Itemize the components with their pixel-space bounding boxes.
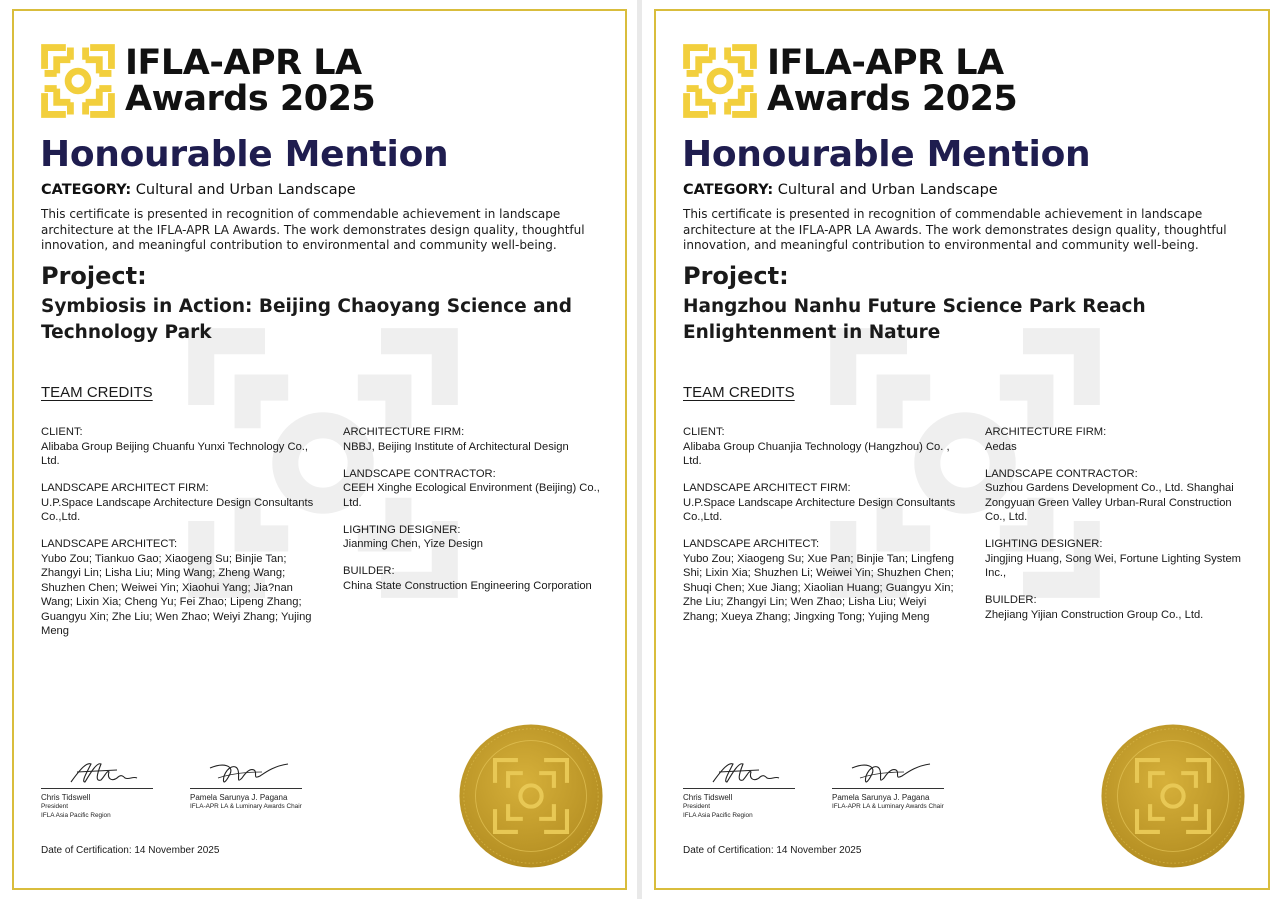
signer-role: IFLA-APR LA & Luminary Awards Chair <box>190 803 302 810</box>
signer-role: IFLA-APR LA & Luminary Awards Chair <box>832 803 944 810</box>
credit-label: BUILDER: <box>343 565 395 577</box>
project-label: Project: <box>683 262 789 290</box>
wordmark-line-1: IFLA-APR LA <box>767 43 1004 83</box>
credits-column-2 <box>985 425 1253 635</box>
credit-value: Zhejiang Yijian Construction Group Co., Ltd. <box>985 608 1204 621</box>
gold-seal-icon <box>458 723 604 869</box>
signature-scribble-icon <box>41 758 153 788</box>
gold-seal-icon <box>1100 723 1246 869</box>
credit-label: LANDSCAPE CONTRACTOR: <box>985 467 1138 480</box>
award-title: Honourable Mention <box>40 134 449 175</box>
signature-scribble-icon <box>683 758 795 788</box>
credit-landscape-firm <box>41 481 316 525</box>
award-logo <box>40 43 375 119</box>
credit-landscape-architect <box>683 537 958 624</box>
credit-value: Alibaba Group Chuanjia Technology (Hangzhou) Co. , Ltd. <box>683 440 950 467</box>
project-name: Hangzhou Nanhu Future Science Park Reach Enlightenment in Nature <box>683 296 1146 343</box>
credit-architecture-firm <box>985 425 1253 454</box>
credit-lighting-designer <box>985 537 1253 581</box>
signature-line <box>683 788 795 789</box>
credits-column-1 <box>41 425 316 651</box>
project-name: Symbiosis in Action: Beijing Chaoyang Science and Technology Park <box>41 296 572 343</box>
intro-text: This certificate is presented in recognition of commendable achievement in landscape architecture at the IFLA-APR LA Awards. The work demonstrates design quality, thoughtful innovation, and meaningful contribution to environmental and community well-being. <box>41 207 585 252</box>
credit-label: LANDSCAPE ARCHITECT: <box>683 538 820 550</box>
credit-value: Aedas <box>985 440 1017 453</box>
signature-line <box>832 788 944 789</box>
credit-value: China State Construction Engineering Corporation <box>343 579 592 592</box>
credit-builder <box>985 593 1253 622</box>
credit-landscape-architect <box>41 537 316 639</box>
signature-line <box>190 788 302 789</box>
certification-date: Date of Certification: 14 November 2025 <box>683 845 862 856</box>
credit-client <box>41 425 316 469</box>
credit-value: Suzhou Gardens Development Co., Ltd. Shanghai Zongyuan Green Valley Urban-Rural Construction Co., Ltd. <box>985 482 1234 523</box>
signer-region: IFLA Asia Pacific Region <box>683 812 753 819</box>
award-title: Honourable Mention <box>682 134 1091 175</box>
signature-block-chair <box>190 758 302 811</box>
category-value: Cultural and Urban Landscape <box>135 182 356 198</box>
credit-label: LIGHTING DESIGNER: <box>985 538 1103 550</box>
credit-value: U.P.Space Landscape Architecture Design Consultants Co.,Ltd. <box>41 496 314 523</box>
credit-label: CLIENT: <box>41 426 83 438</box>
credit-value: Yubo Zou; Xiaogeng Su; Xue Pan; Binjie Tan; Lingfeng Shi; Lixin Xia; Shuzhen Li; Weiwei Yin; Shuzhen Chen; Shuqi Chen; Xue Jiang; Xiaolian Huang; Guangyu Xin; Zhe Liu; Zhangyi Lin; Wen Zhao; Lisha Liu; Weiyi Zhang; Xueya Zhang; Jingxing Tong; Yujing Meng <box>683 552 954 623</box>
credit-value: Yubo Zou; Tiankuo Gao; Xiaogeng Su; Binjie Tan; Zhangyi Lin; Lisha Liu; Ming Wang; Zheng Wang; Shuzhen Chen; Weiwei Yin; Xiaohui Yang; Jia?nan Wang; Lixin Xia; Cheng Yu; Fei Zhao; Lipeng Zhang; Guangyu Xin; Zhe Liu; Wen Zhao; Weiyi Zhang; Yujing Meng <box>41 552 312 637</box>
team-credits-title: TEAM CREDITS <box>683 384 795 401</box>
intro-text: This certificate is presented in recognition of commendable achievement in landscape architecture at the IFLA-APR LA Awards. The work demonstrates design quality, thoughtful innovation, and meaningful contribution to environmental and community well-being. <box>683 207 1227 252</box>
credit-value: Alibaba Group Beijing Chuanfu Yunxi Technology Co., Ltd. <box>41 440 309 467</box>
credit-client <box>683 425 958 469</box>
credit-label: LANDSCAPE CONTRACTOR: <box>343 467 496 480</box>
signer-name: Pamela Sarunya J. Pagana <box>832 793 930 802</box>
credit-label: ARCHITECTURE FIRM: <box>985 426 1107 438</box>
credit-lighting-designer <box>343 523 611 552</box>
award-wordmark <box>767 45 1017 117</box>
award-wordmark <box>125 45 375 117</box>
signer-name: Chris Tidswell <box>683 793 733 802</box>
category-label: CATEGORY: <box>683 182 774 198</box>
credit-landscape-firm <box>683 481 958 525</box>
credit-landscape-contractor <box>343 467 611 511</box>
certification-date: Date of Certification: 14 November 2025 <box>41 845 220 856</box>
credit-label: CLIENT: <box>683 426 725 438</box>
category-label: CATEGORY: <box>41 182 132 198</box>
credit-value: NBBJ, Beijing Institute of Architectural Design <box>343 440 569 453</box>
wordmark-line-1: IFLA-APR LA <box>125 43 362 83</box>
category-line <box>683 182 998 198</box>
signer-role: President <box>683 803 710 810</box>
signature-scribble-icon <box>832 758 944 788</box>
wordmark-line-2: Awards 2025 <box>767 79 1018 119</box>
credit-label: ARCHITECTURE FIRM: <box>343 426 465 438</box>
credit-value: Jingjing Huang, Song Wei, Fortune Lighting System Inc., <box>985 552 1242 579</box>
credit-builder <box>343 564 611 593</box>
credit-value: Jianming Chen, Yize Design <box>343 538 483 550</box>
credit-landscape-contractor <box>985 467 1253 525</box>
signature-block-president <box>41 758 153 820</box>
credits-column-1 <box>683 425 958 637</box>
certificate-left <box>0 0 637 899</box>
credit-label: BUILDER: <box>985 594 1037 606</box>
signature-line <box>41 788 153 789</box>
credit-label: LANDSCAPE ARCHITECT FIRM: <box>41 482 209 494</box>
project-label: Project: <box>41 262 147 290</box>
category-line <box>41 182 356 198</box>
certificate-right <box>642 0 1280 899</box>
ifla-emblem-icon <box>682 43 758 119</box>
credit-label: LANDSCAPE ARCHITECT: <box>41 538 178 550</box>
credit-value: CEEH Xinghe Ecological Environment (Beijing) Co., Ltd. <box>343 482 600 509</box>
credits-column-2 <box>343 425 611 606</box>
credit-architecture-firm <box>343 425 611 454</box>
ifla-emblem-icon <box>40 43 116 119</box>
category-value: Cultural and Urban Landscape <box>777 182 998 198</box>
wordmark-line-2: Awards 2025 <box>125 79 376 119</box>
signer-region: IFLA Asia Pacific Region <box>41 812 111 819</box>
signature-block-president <box>683 758 795 820</box>
signature-scribble-icon <box>190 758 302 788</box>
credit-value: U.P.Space Landscape Architecture Design Consultants Co.,Ltd. <box>683 496 956 523</box>
award-logo <box>682 43 1017 119</box>
signer-name: Chris Tidswell <box>41 793 91 802</box>
signer-role: President <box>41 803 68 810</box>
signature-block-chair <box>832 758 944 811</box>
signer-name: Pamela Sarunya J. Pagana <box>190 793 288 802</box>
credit-label: LANDSCAPE ARCHITECT FIRM: <box>683 482 851 494</box>
credit-label: LIGHTING DESIGNER: <box>343 523 461 536</box>
team-credits-title: TEAM CREDITS <box>41 384 153 401</box>
